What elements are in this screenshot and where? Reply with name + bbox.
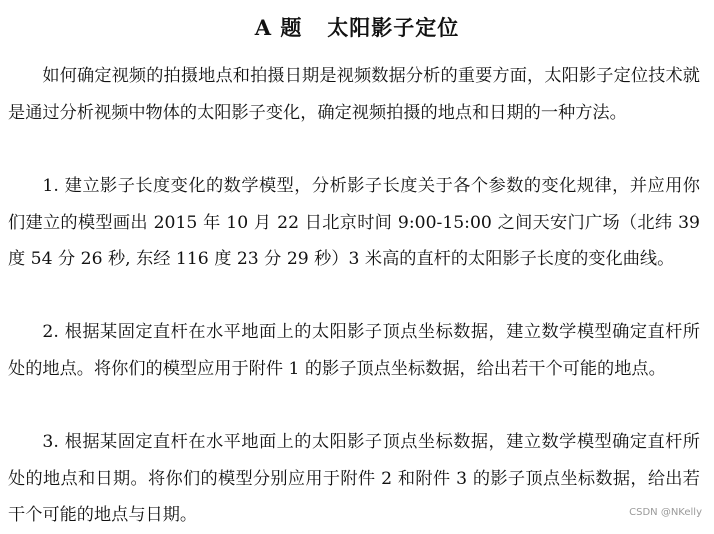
page-title: A 题 太阳影子定位 bbox=[254, 15, 460, 40]
paragraph-task-3: 3. 根据某固定直杆在水平地面上的太阳影子顶点坐标数据，建立数学模型确定直杆所处的地点和日期。将你们的模型分别应用于附件 2 和附件 3 的影子顶点坐标数据，给出若干个可能的地点与日期。 bbox=[8, 432, 700, 525]
paragraph-task-1: 1. 建立影子长度变化的数学模型，分析影子长度关于各个参数的变化规律，并应用你们建立的模型画出 2015 年 10 月 22 日北京时间 9:00-15:00 之间天安门广场（北纬 39 度 54 分 26 秒, 东经 116 度 23 分 29 秒）3 米高的直杆的太阳影子长度的变化曲线。 bbox=[8, 176, 700, 269]
paragraph-task-2: 2. 根据某固定直杆在水平地面上的太阳影子顶点坐标数据，建立数学模型确定直杆所处的地点。将你们的模型应用于附件 1 的影子顶点坐标数据，给出若干个可能的地点。 bbox=[8, 322, 700, 379]
paragraph-intro: 如何确定视频的拍摄地点和拍摄日期是视频数据分析的重要方面，太阳影子定位技术就是通过分析视频中物体的太阳影子变化，确定视频拍摄的地点和日期的一种方法。 bbox=[8, 66, 700, 123]
watermark-text: CSDN @NKelly bbox=[629, 507, 702, 518]
